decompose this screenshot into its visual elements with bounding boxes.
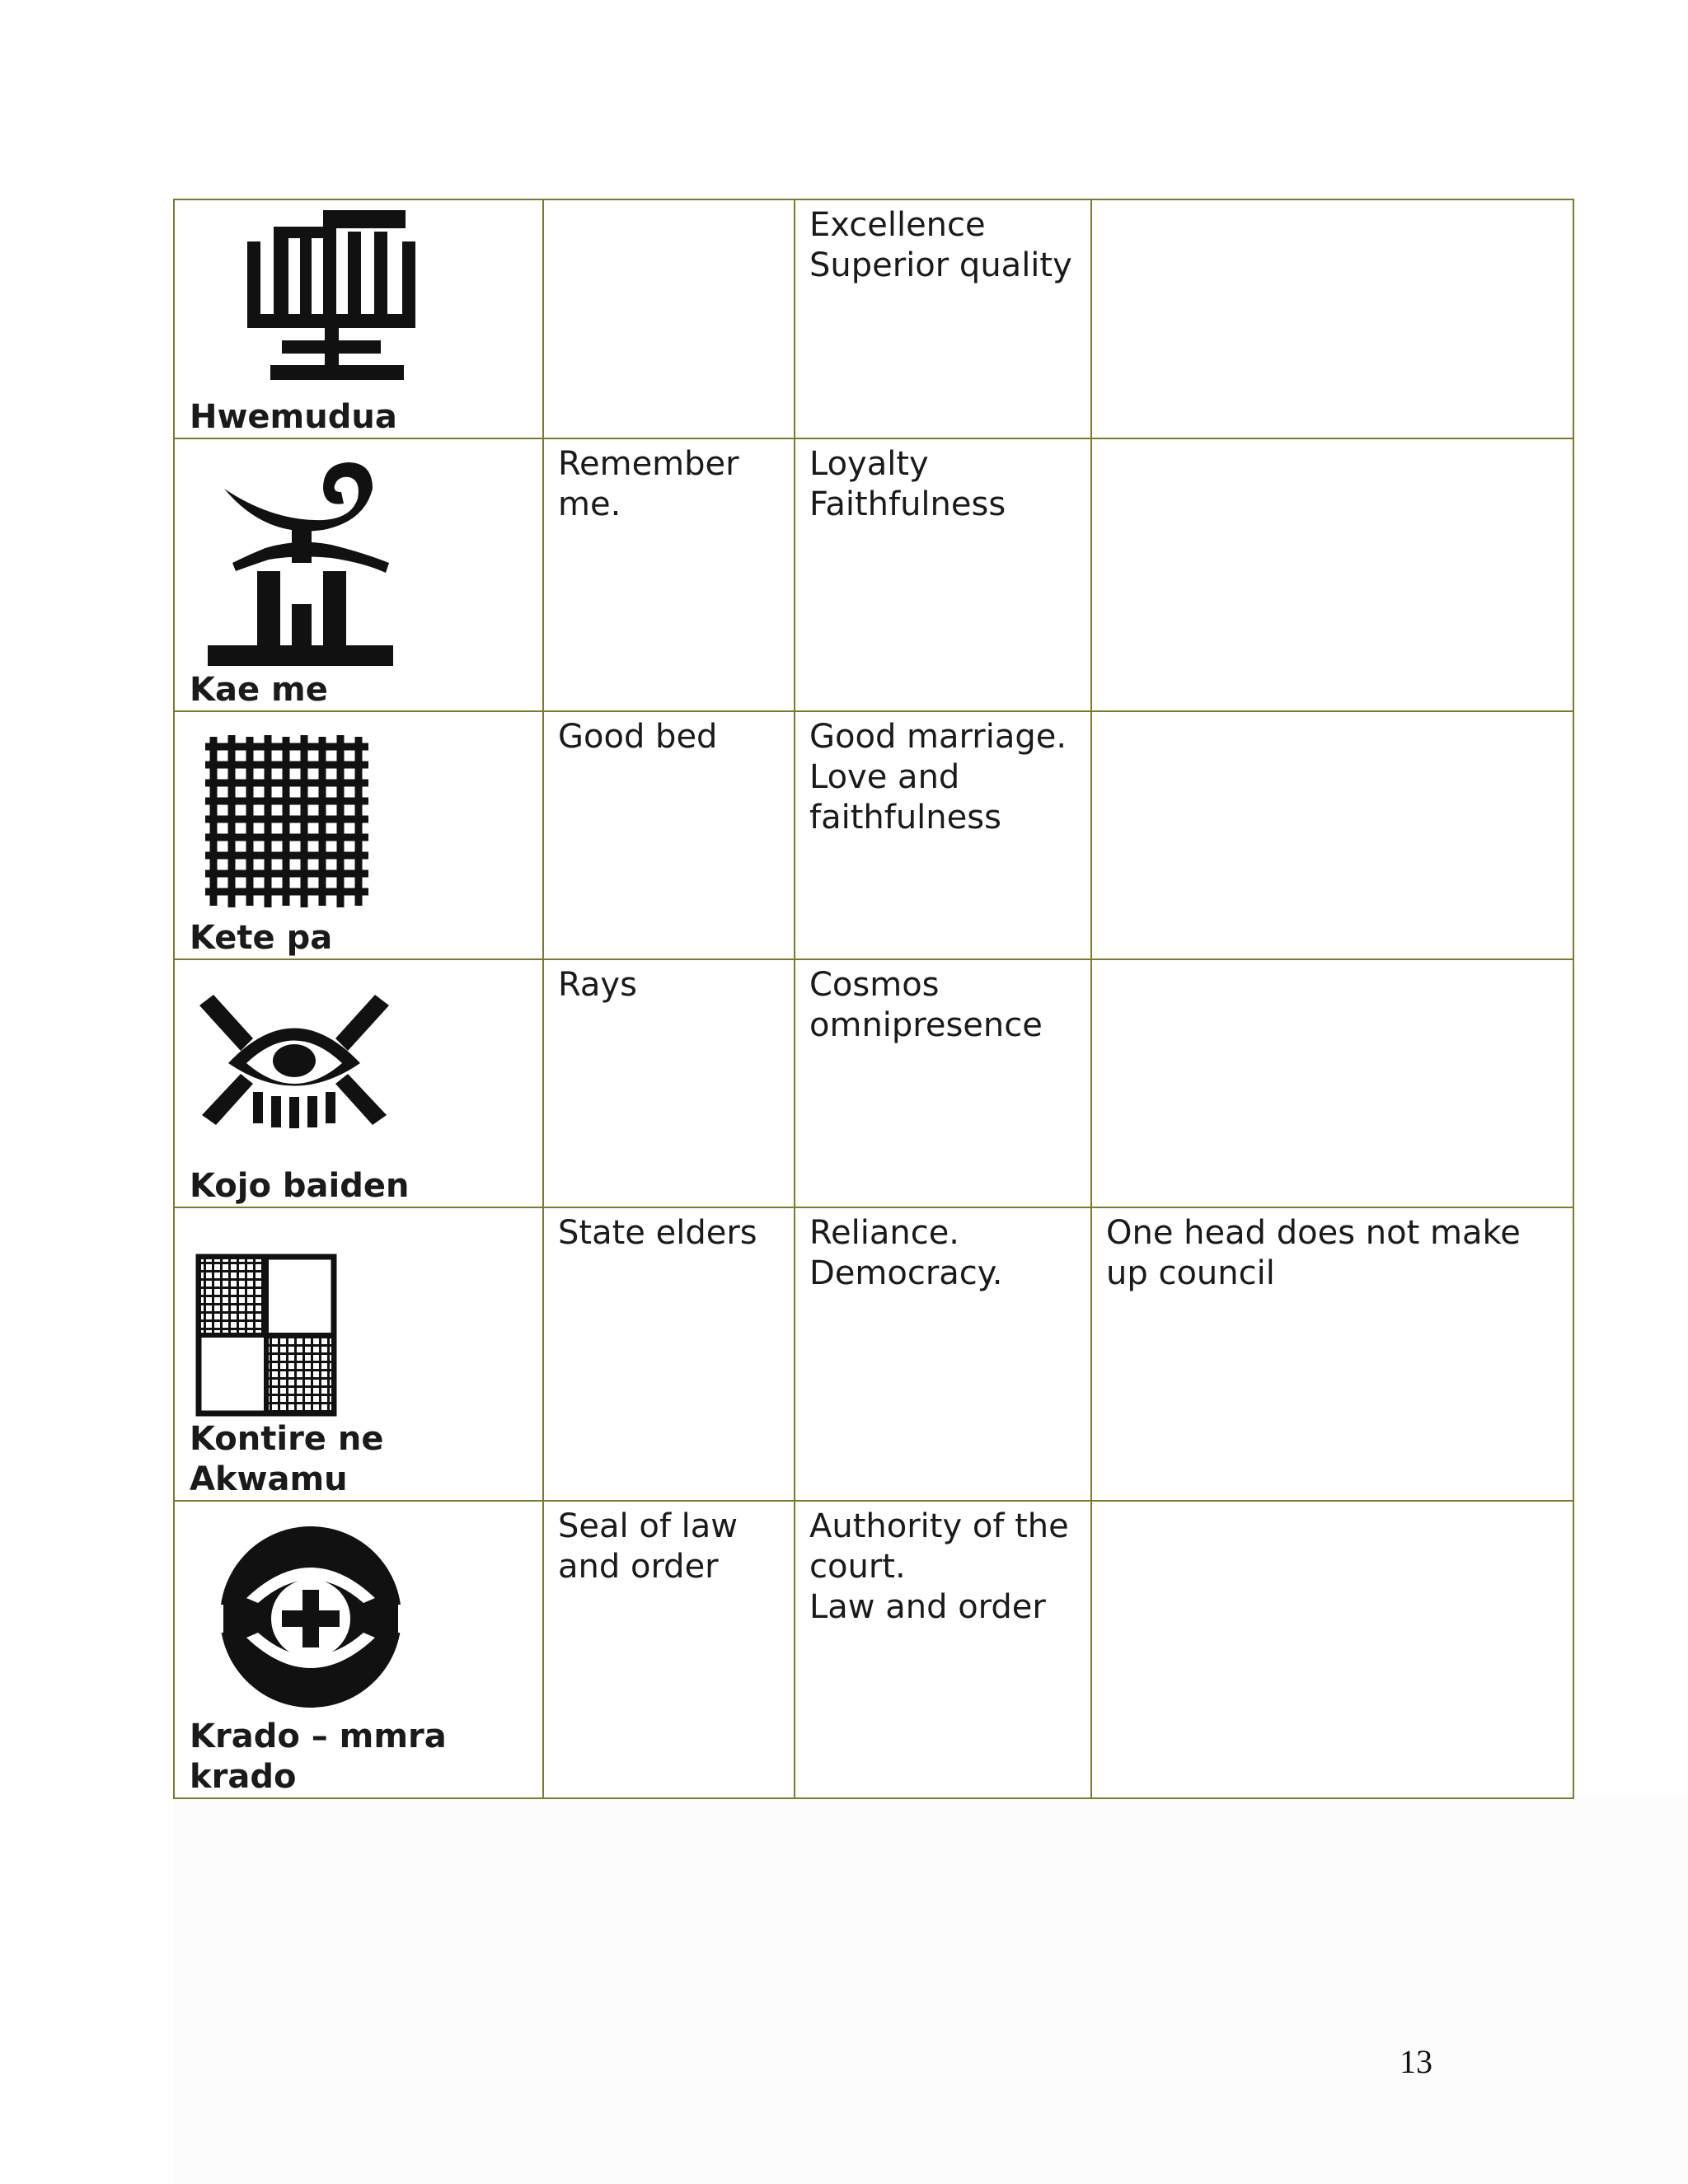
page-number: 13 bbox=[1400, 2043, 1432, 2080]
meaning-cell bbox=[795, 959, 1091, 1207]
meaning-text: Loyalty Faithfulness bbox=[809, 445, 1006, 523]
symbol-cell bbox=[174, 959, 543, 1207]
table-row bbox=[174, 1207, 1573, 1501]
symbol-name: Kae me bbox=[190, 671, 328, 709]
literal-text: Seal of law and order bbox=[558, 1507, 738, 1586]
proverb-cell bbox=[1091, 1501, 1573, 1798]
proverb-cell bbox=[1091, 711, 1573, 959]
krado-mmra-krado-symbol-icon bbox=[212, 1522, 410, 1712]
meaning-cell bbox=[795, 438, 1091, 711]
hwemudua-symbol-icon bbox=[224, 209, 430, 382]
proverb-cell bbox=[1091, 438, 1573, 711]
proverb-text: One head does not make up council bbox=[1106, 1214, 1521, 1292]
kojo-baiden-symbol-icon bbox=[195, 985, 393, 1133]
table-row bbox=[174, 438, 1573, 711]
meaning-text: Cosmos omnipresence bbox=[809, 966, 1043, 1044]
literal-text: Rays bbox=[558, 966, 637, 1004]
adinkra-symbols-table bbox=[173, 199, 1574, 1799]
literal-cell bbox=[543, 438, 795, 711]
page-shade bbox=[173, 1797, 1688, 2184]
literal-cell bbox=[543, 1501, 795, 1798]
symbol-name: Hwemudua bbox=[190, 398, 397, 436]
symbol-cell bbox=[174, 199, 543, 438]
literal-cell bbox=[543, 959, 795, 1207]
symbol-cell bbox=[174, 438, 543, 711]
table-row bbox=[174, 711, 1573, 959]
meaning-cell bbox=[795, 1501, 1091, 1798]
proverb-cell bbox=[1091, 959, 1573, 1207]
symbol-cell bbox=[174, 1501, 543, 1798]
literal-cell bbox=[543, 711, 795, 959]
symbol-name: Krado – mmra krado bbox=[190, 1718, 447, 1796]
literal-text: State elders bbox=[558, 1214, 757, 1252]
literal-text: Remember me. bbox=[558, 445, 739, 523]
meaning-cell bbox=[795, 199, 1091, 438]
table-row bbox=[174, 1501, 1573, 1798]
kete-pa-symbol-icon bbox=[195, 729, 385, 914]
literal-cell bbox=[543, 1207, 795, 1501]
proverb-cell bbox=[1091, 199, 1573, 438]
meaning-text: Reliance. Democracy. bbox=[809, 1214, 1003, 1292]
symbol-cell bbox=[174, 1207, 543, 1501]
proverb-cell bbox=[1091, 1207, 1573, 1501]
symbol-name: Kete pa bbox=[190, 919, 333, 957]
meaning-cell bbox=[795, 1207, 1091, 1501]
literal-text: Good bed bbox=[558, 718, 718, 756]
symbol-name: Kojo baiden bbox=[190, 1167, 410, 1205]
meaning-cell bbox=[795, 711, 1091, 959]
table-row bbox=[174, 199, 1573, 438]
literal-cell bbox=[543, 199, 795, 438]
symbol-name: Kontire ne Akwamu bbox=[190, 1420, 384, 1498]
kontire-ne-akwamu-symbol-icon bbox=[195, 1254, 340, 1418]
meaning-text: Excellence Superior quality bbox=[809, 206, 1072, 284]
table-row bbox=[174, 959, 1573, 1207]
meaning-text: Authority of the court. Law and order bbox=[809, 1507, 1069, 1626]
kae-me-symbol-icon bbox=[199, 456, 397, 678]
symbol-cell bbox=[174, 711, 543, 959]
meaning-text: Good marriage. Love and faithfulness bbox=[809, 718, 1067, 837]
